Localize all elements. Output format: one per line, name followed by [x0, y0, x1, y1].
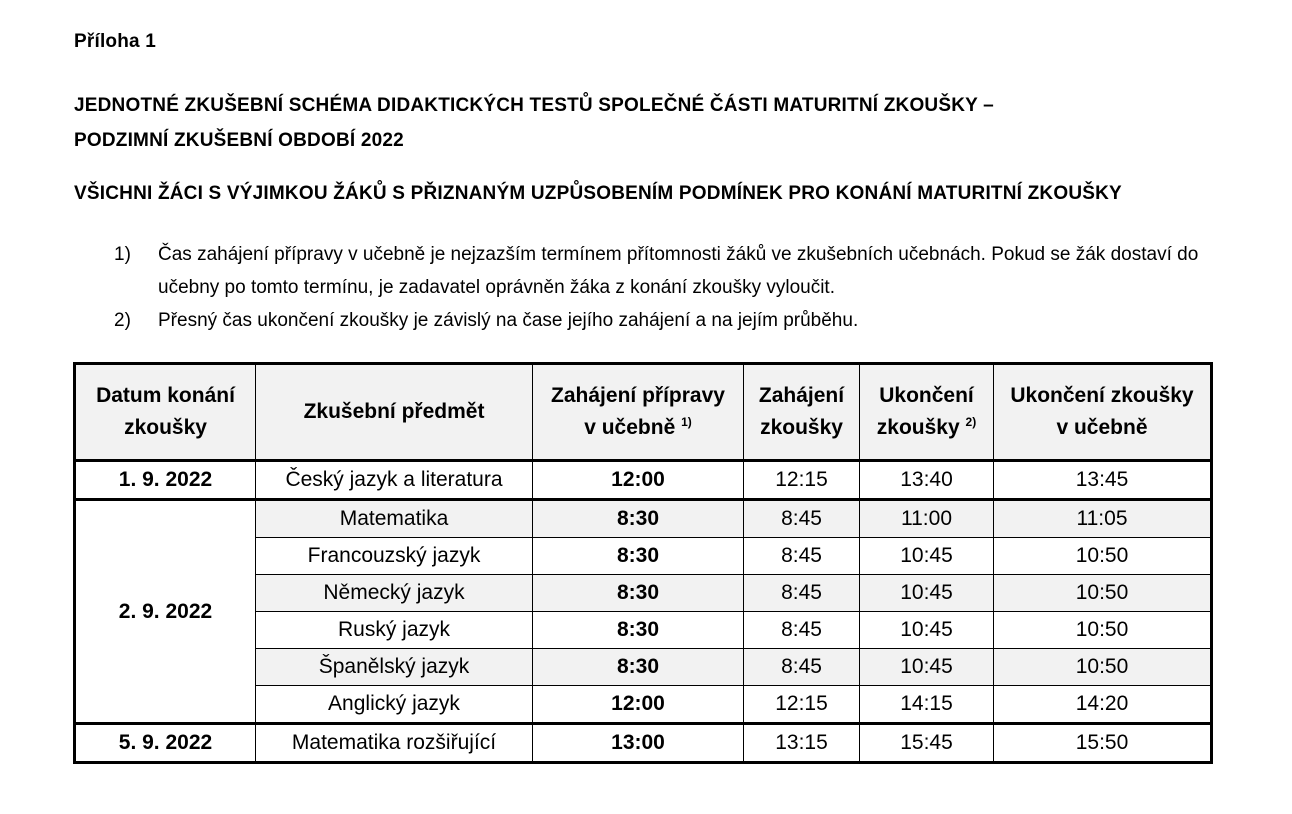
room-end-time-cell: 10:50: [994, 538, 1212, 575]
room-end-time-cell: 10:50: [994, 575, 1212, 612]
header-date: [75, 364, 256, 461]
subject-cell: Anglický jazyk: [256, 686, 533, 724]
exam-date: 1. 9. 2022: [75, 461, 256, 500]
prep-time-cell: 13:00: [533, 724, 744, 763]
exam-date: 5. 9. 2022: [75, 724, 256, 763]
header-prep-start: [533, 364, 744, 461]
header-start-line2: zkoušky: [760, 416, 843, 439]
start-time-cell: 8:45: [744, 612, 860, 649]
end-time-cell: 10:45: [860, 575, 994, 612]
subject-cell: Francouzský jazyk: [256, 538, 533, 575]
subject-cell: Matematika rozšiřující: [256, 724, 533, 763]
document-title: [74, 88, 1214, 158]
room-end-time-cell: 14:20: [994, 686, 1212, 724]
room-end-time-cell: 10:50: [994, 612, 1212, 649]
table-row: [75, 461, 1212, 500]
header-end-text: zkoušky: [876, 416, 960, 439]
footnote-mark: 1): [681, 415, 692, 429]
room-end-time-cell: 13:45: [994, 461, 1212, 500]
prep-time-cell: 12:00: [533, 461, 744, 500]
start-time-cell: 8:45: [744, 649, 860, 686]
attachment-label: Příloha 1: [74, 31, 157, 52]
table-row: [75, 724, 1212, 763]
header-room-line1: Ukončení zkoušky: [1010, 384, 1194, 407]
header-date-line1: Datum konání: [96, 384, 235, 407]
end-time-cell: 14:15: [860, 686, 994, 724]
end-time-cell: 15:45: [860, 724, 994, 763]
header-room-end: [994, 364, 1212, 461]
header-prep-line1: Zahájení přípravy: [551, 384, 725, 407]
start-time-cell: 12:15: [744, 461, 860, 500]
end-time-cell: 13:40: [860, 461, 994, 500]
start-time-cell: 8:45: [744, 500, 860, 538]
prep-time-cell: 12:00: [533, 686, 744, 724]
header-room-line2: v učebně: [1056, 416, 1148, 439]
note-text: Přesný čas ukončení zkoušky je závislý na čase jejího zahájení a na jejím průběhu.: [158, 310, 859, 331]
start-time-cell: 13:15: [744, 724, 860, 763]
header-date-line2: zkoušky: [124, 416, 207, 439]
end-time-cell: 10:45: [860, 612, 994, 649]
exam-schedule-table: [73, 362, 1213, 764]
note-number: 1): [114, 244, 131, 265]
subject-cell: Ruský jazyk: [256, 612, 533, 649]
prep-time-cell: 8:30: [533, 612, 744, 649]
start-time-cell: 8:45: [744, 575, 860, 612]
note-number: 2): [114, 310, 131, 331]
prep-time-cell: 8:30: [533, 649, 744, 686]
prep-time-cell: 8:30: [533, 538, 744, 575]
prep-time-cell: 8:30: [533, 575, 744, 612]
document-subtitle: VŠICHNI ŽÁCI S VÝJIMKOU ŽÁKŮ S PŘIZNANÝM UZPŮSOBENÍM PODMÍNEK PRO KONÁNÍ MATURITNÍ ZKOUŠKY: [74, 183, 1122, 204]
room-end-time-cell: 15:50: [994, 724, 1212, 763]
header-exam-start: [744, 364, 860, 461]
exam-date: 2. 9. 2022: [75, 500, 256, 724]
prep-time-cell: 8:30: [533, 500, 744, 538]
end-time-cell: 11:00: [860, 500, 994, 538]
note-item: [114, 238, 1204, 304]
header-prep-text: v učebně: [584, 416, 676, 439]
header-start-line1: Zahájení: [758, 384, 845, 407]
footnote-mark: 2): [965, 415, 977, 429]
header-exam-end: [860, 364, 994, 461]
title-line-1: JEDNOTNÉ ZKUŠEBNÍ SCHÉMA DIDAKTICKÝCH TESTŮ SPOLEČNÉ ČÁSTI MATURITNÍ ZKOUŠKY –: [74, 95, 994, 116]
start-time-cell: 12:15: [744, 686, 860, 724]
subject-cell: Španělský jazyk: [256, 649, 533, 686]
table-row: [75, 500, 1212, 538]
end-time-cell: 10:45: [860, 538, 994, 575]
subject-cell: Německý jazyk: [256, 575, 533, 612]
note-text: Čas zahájení přípravy v učebně je nejzazším termínem přítomnosti žáků ve zkušebních učebnách. Pokud se žák dostaví do učebny po tomto termínu, je zadavatel oprávněn žáka z konání zkoušky vyloučit.: [158, 244, 1199, 298]
header-end-line1: Ukončení: [879, 384, 974, 407]
note-item: [114, 304, 1204, 337]
table-header-row: [75, 364, 1212, 461]
end-time-cell: 10:45: [860, 649, 994, 686]
header-end-line2: [860, 412, 993, 444]
notes-list: [114, 238, 1204, 337]
room-end-time-cell: 11:05: [994, 500, 1212, 538]
subject-cell: Matematika: [256, 500, 533, 538]
title-line-2: PODZIMNÍ ZKUŠEBNÍ OBDOBÍ 2022: [74, 130, 404, 151]
start-time-cell: 8:45: [744, 538, 860, 575]
header-subject: Zkušební předmět: [256, 364, 533, 461]
room-end-time-cell: 10:50: [994, 649, 1212, 686]
subject-cell: Český jazyk a literatura: [256, 461, 533, 500]
header-prep-line2: [533, 412, 743, 444]
